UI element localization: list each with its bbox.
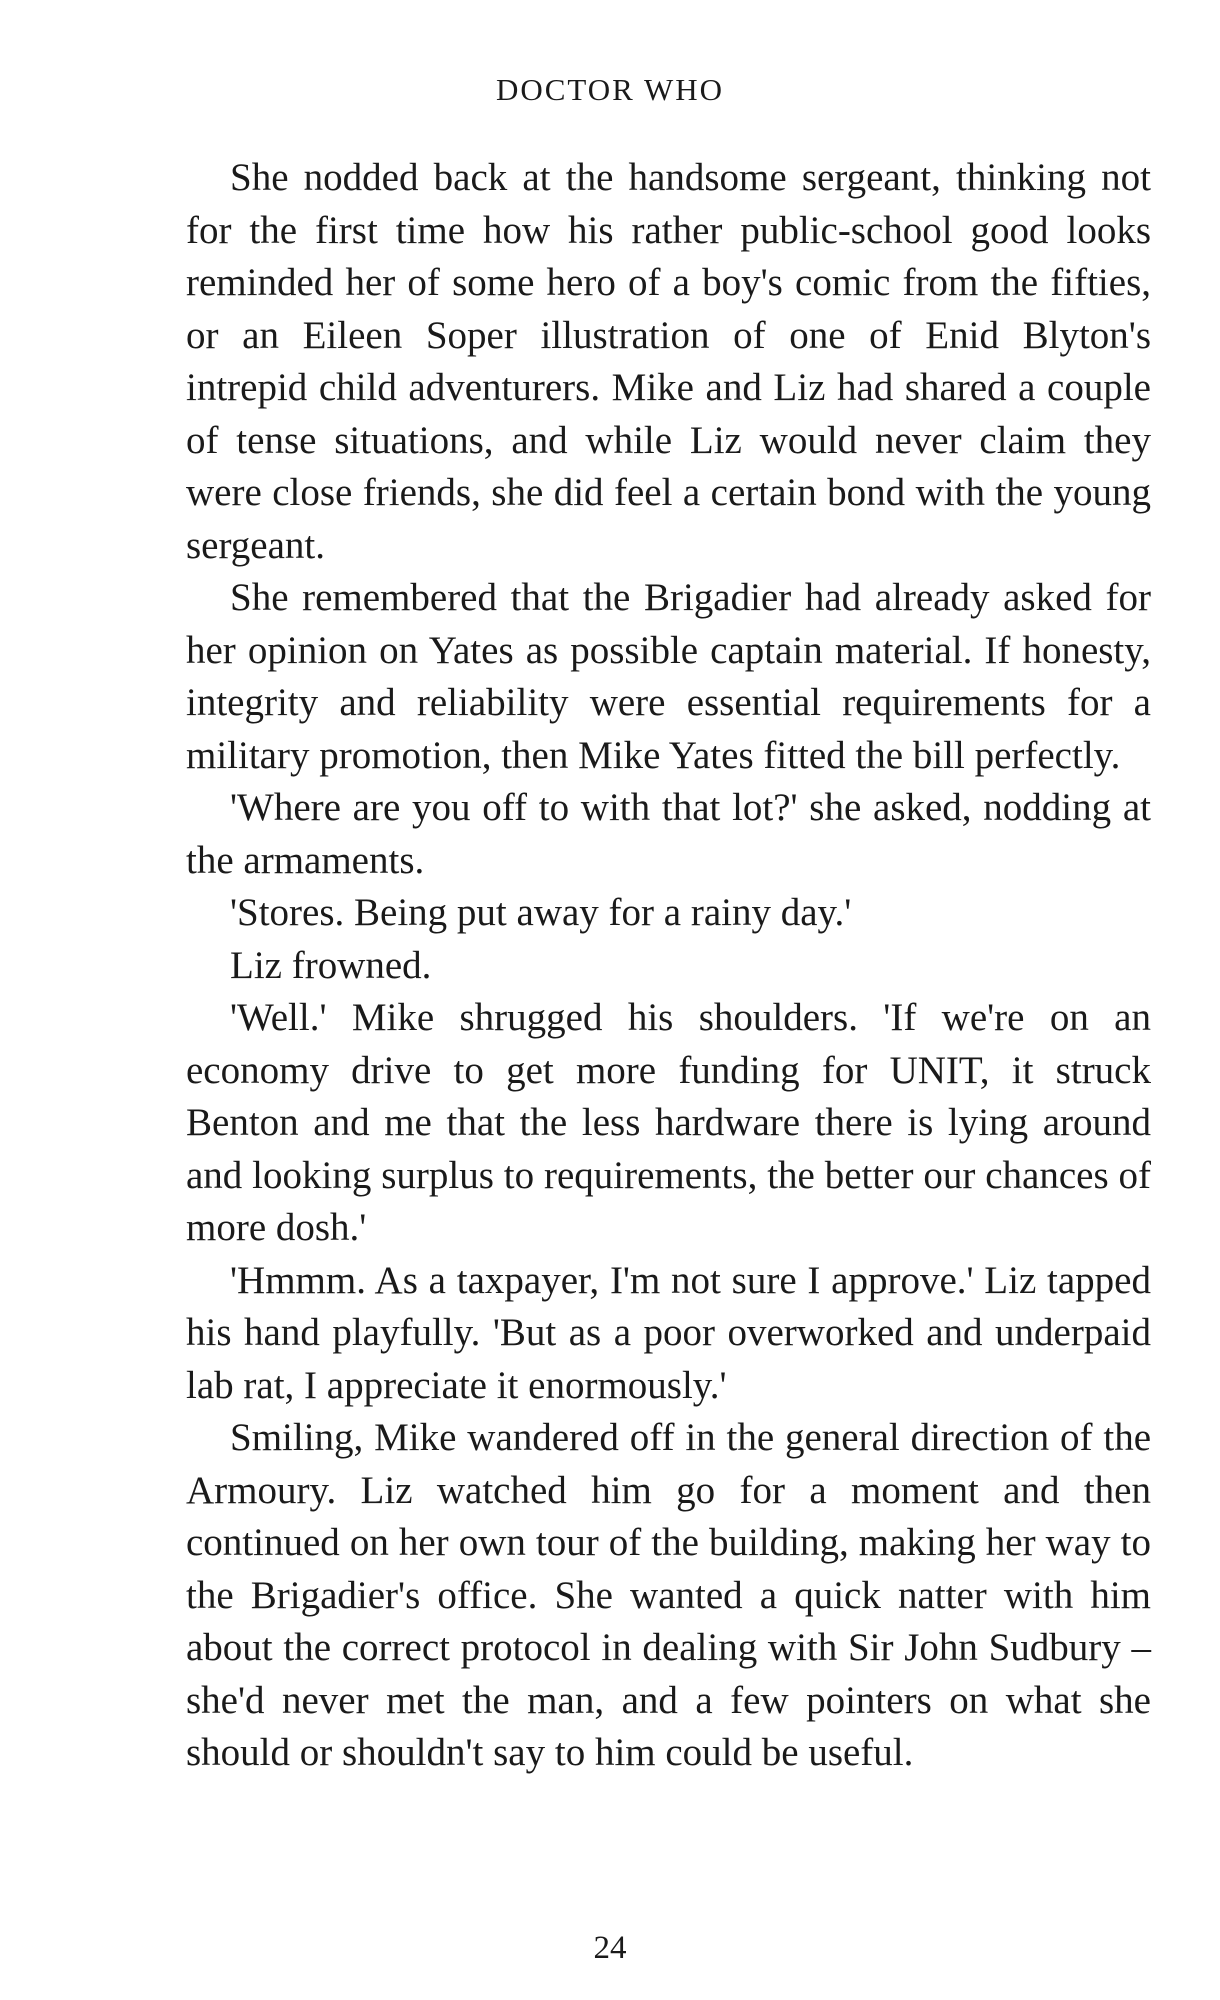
paragraph: 'Hmmm. As a taxpayer, I'm not sure I approve.' Liz tapped his hand playfully. 'But as a poor overworked and underpaid lab rat, I appreciate it enormously.'	[186, 1258, 1151, 1407]
page-number: 24	[593, 1930, 627, 1966]
paragraph: 'Well.' Mike shrugged his shoulders. 'If we're on an economy drive to get more funding for UNIT, it struck Benton and me that the less hardware there is lying around and looking surplus to requirements, the better our chances of more dosh.'	[186, 996, 1151, 1249]
running-head: DOCTOR WHO	[495, 72, 725, 107]
paragraph: 'Where are you off to with that lot?' she asked, nodding at the armaments.	[186, 786, 1151, 882]
paragraph: Smiling, Mike wandered off in the general direction of the Armoury. Liz watched him go for a moment and then continued on her own tour of the building, making her way to the Brigadier's office. She wanted a quick natter with him about the correct protocol in dealing with Sir John Sudbury – she'd never met the man, and a few pointers on what she should or shouldn't say to him could be useful.	[186, 1416, 1151, 1774]
body-text	[186, 152, 1151, 1780]
paragraph: She nodded back at the handsome sergeant, thinking not for the first time how his rather public-school good looks reminded her of some hero of a boy's comic from the fifties, or an Eileen Soper illustration of one of Enid Blyton's intrepid child adventurers. Mike and Liz had shared a couple of tense situations, and while Liz would never claim they were close friends, she did feel a certain bond with the young sergeant.	[186, 156, 1151, 567]
paragraph: She remembered that the Brigadier had already asked for her opinion on Yates as possible captain material. If honesty, integrity and reliability were essential requirements for a military promotion, then Mike Yates fitted the bill perfectly.	[186, 576, 1151, 777]
paragraph: Liz frowned.	[230, 943, 432, 987]
paragraph: 'Stores. Being put away for a rainy day.'	[230, 891, 852, 934]
